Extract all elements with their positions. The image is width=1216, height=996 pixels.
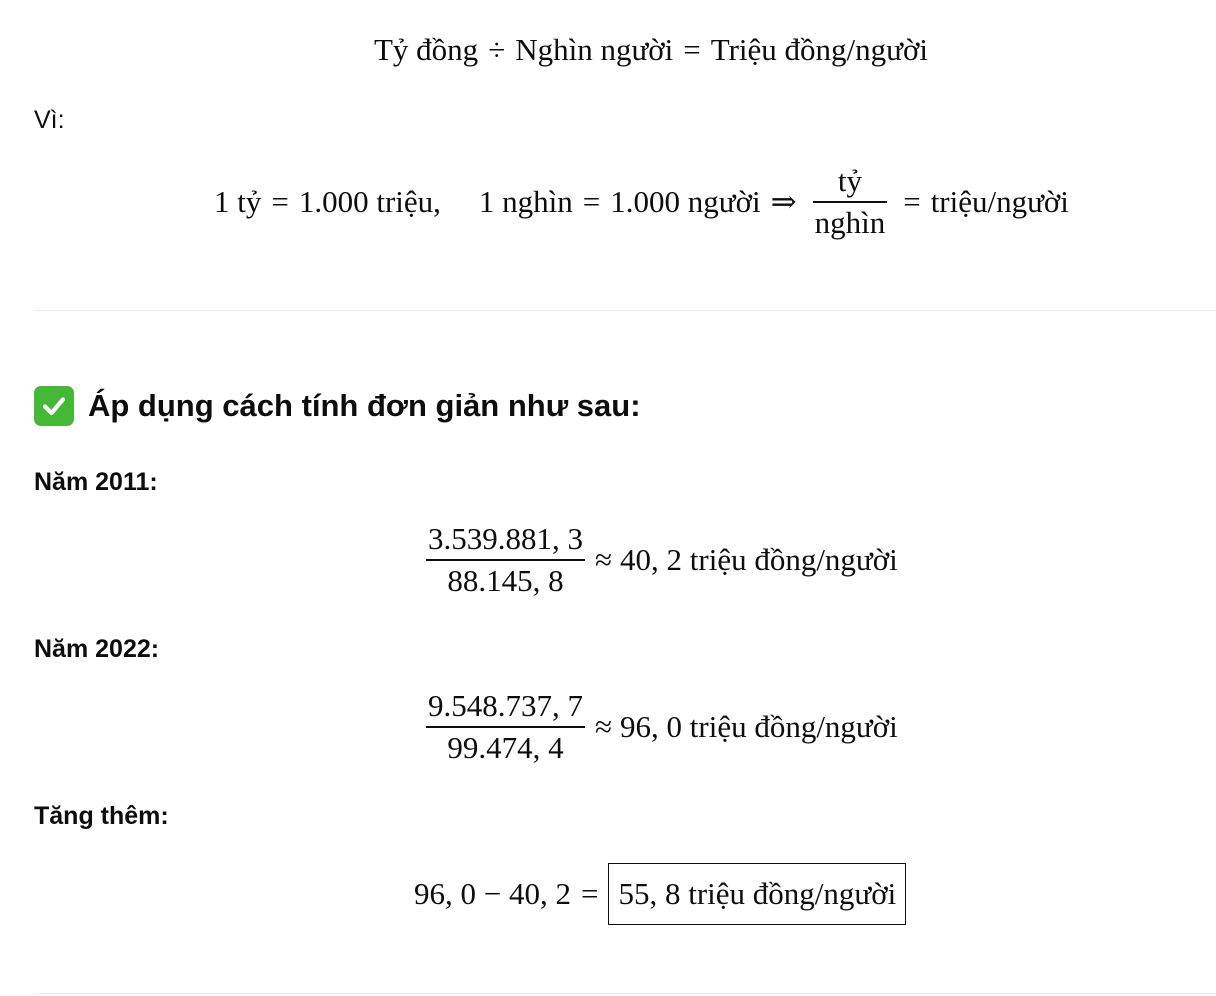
section-heading <box>34 386 641 426</box>
conversion-b-left: 1 nghìn <box>478 183 573 219</box>
final-answer-box: 55, 8 triệu đồng/người <box>608 863 906 925</box>
unit-fraction-numerator: tỷ <box>837 163 862 198</box>
section-divider <box>34 310 1216 311</box>
section-heading-text: Áp dụng cách tính đơn giản như sau: <box>88 388 641 423</box>
approx-operator: ≈ <box>595 708 613 744</box>
increase-equals: = <box>580 876 599 911</box>
year-2022-numerator: 9.548.737, 7 <box>428 688 583 723</box>
increase-label: Tăng thêm: <box>34 802 169 830</box>
unit-right: Triệu đồng/người <box>710 32 928 67</box>
conversion-result: triệu/người <box>930 183 1069 219</box>
unit-left: Tỷ đồng <box>374 32 479 67</box>
year-2011-numerator: 3.539.881, 3 <box>428 521 583 556</box>
unit-formula <box>374 32 928 68</box>
year-2022-fraction <box>426 689 585 765</box>
year-2011-fraction <box>426 522 585 598</box>
implies-arrow: ⇒ <box>770 183 797 219</box>
conversion-a-left: 1 tỷ <box>214 183 262 219</box>
divide-operator: ÷ <box>488 32 506 67</box>
conversion-a-equals: = <box>271 183 289 219</box>
conversion-a-right: 1.000 triệu, <box>298 183 441 219</box>
year-2011-result: 40, 2 triệu đồng/người <box>620 541 898 577</box>
conversion-formula <box>214 164 1069 240</box>
unit-middle: Nghìn người <box>515 32 674 67</box>
conversion-result-equals: = <box>903 183 921 219</box>
increase-expression: 96, 0 − 40, 2 <box>414 876 571 911</box>
year-2022-result: 96, 0 triệu đồng/người <box>620 708 898 744</box>
year-2022-formula <box>420 689 898 765</box>
because-label: Vì: <box>34 106 65 134</box>
check-mark-icon <box>34 386 74 426</box>
conversion-b-right: 1.000 người <box>610 183 761 219</box>
unit-fraction-denominator: nghìn <box>814 204 886 240</box>
year-2022-label: Năm 2022: <box>34 635 160 663</box>
year-2011-denominator: 88.145, 8 <box>447 562 564 598</box>
increase-formula <box>414 863 906 925</box>
year-2011-formula <box>420 522 898 598</box>
year-2011-label: Năm 2011: <box>34 468 158 496</box>
conversion-b-equals: = <box>582 183 601 219</box>
unit-fraction <box>813 164 888 240</box>
equals-operator: = <box>683 32 701 67</box>
bottom-divider <box>34 993 1216 994</box>
approx-operator: ≈ <box>595 541 613 577</box>
year-2022-denominator: 99.474, 4 <box>447 729 564 765</box>
